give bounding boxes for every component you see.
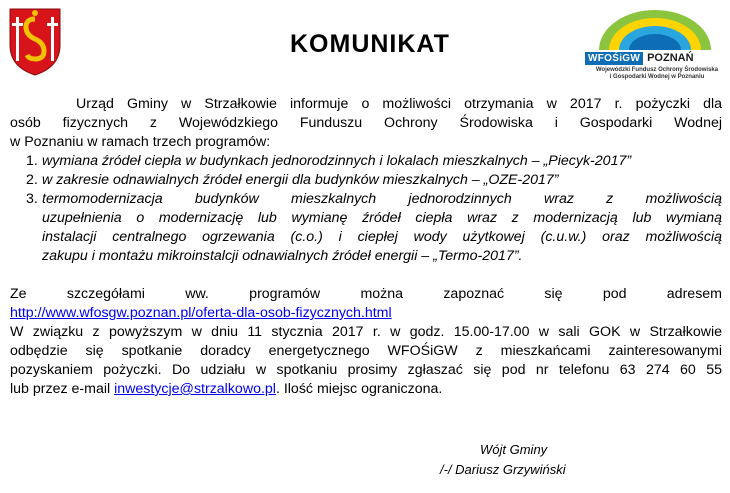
announcement-body [10,95,722,399]
intro-line-1: Urząd Gminy w Strzałkowie informuje o możliwości otrzymania w 2017 r. pożyczki dla [76,96,722,112]
logo-arc-icon [585,6,725,52]
meeting-line-3: pozyskaniem pożyczki. Do udziału w spotkaniu prosimy zgłaszać się pod nr telefonu 63 274 60 55 [10,362,722,378]
program-text: wymiana źródeł ciepła w budynkach jednorodzinnych i lokalach mieszkalnych – „Piecyk-2017” [42,153,632,169]
email-link[interactable]: inwestycje@strzalkowo.pl [114,381,276,397]
intro-line-3: w Poznaniu w ramach trzech programów: [10,134,271,150]
program-number: 3. [26,191,38,207]
program-number: 1. [26,153,38,169]
program-text: termomodernizacja budynków mieszkalnych jednorodzinnych wraz z możliwością [42,191,722,207]
logo-subtitle-2: i Gospodarki Wodnej w Poznaniu [609,74,705,80]
program-link[interactable]: http://www.wfosgw.poznan.pl/oferta-dla-osob-fizycznych.html [10,305,392,321]
program-text: w zakresie odnawialnych źródeł energii dla budynków mieszkalnych – „OZE-2017” [42,172,559,188]
intro-line-2: osób fizycznych z Wojewódzkiego Funduszu Ochrony Środowiska i Gospodarki Wodnej [10,115,722,131]
program-item [10,190,722,266]
signature-role: Wójt Gminy [480,442,548,457]
meeting-line-4: lub przez e-mail inwestycje@strzalkowo.pl. Ilość miejsc ograniczona. [10,381,443,397]
signature-name: /-/ Dariusz Grzywiński [440,462,566,477]
wfosigw-logo [585,6,725,90]
program-text: instalacji centralnego ogrzewania (c.o.) i ciepłej wody użytkowej (c.u.w.) oraz możliwością [42,229,722,245]
program-item [10,171,722,190]
signature [440,440,566,480]
meeting-line-2: odbędzie się spotkanie doradcy energetycznego WFOŚiGW z mieszkańcami zainteresowanymi [10,343,722,359]
details-line: Ze szczegółami ww. programów można zapoznać się pod adresem [10,286,722,302]
program-number: 2. [26,172,38,188]
program-text: zakupu i montażu mikroinstalcji odnawialnych źródeł energii – „Termo-2017”. [42,248,523,264]
meeting-line-1: W związku z powyższym w dniu 11 stycznia 2017 r. w godz. 15.00-17.00 w sali GOK w Strzałkowie [10,324,722,340]
program-list [10,152,722,266]
logo-subtitle-1: Wojewódzki Fundusz Ochrony Środowiska [595,67,719,73]
program-text: uzupełnienia o modernizację lub wymianę źródeł ciepła wraz z modernizacją lub wymianą [42,210,722,226]
logo-city: POZNAŃ [647,52,694,64]
municipality-crest-icon [8,5,62,77]
logo-box-text: WFOŚiGW [585,52,643,65]
program-item [10,152,722,171]
page-title: KOMUNIKAT [290,30,450,58]
